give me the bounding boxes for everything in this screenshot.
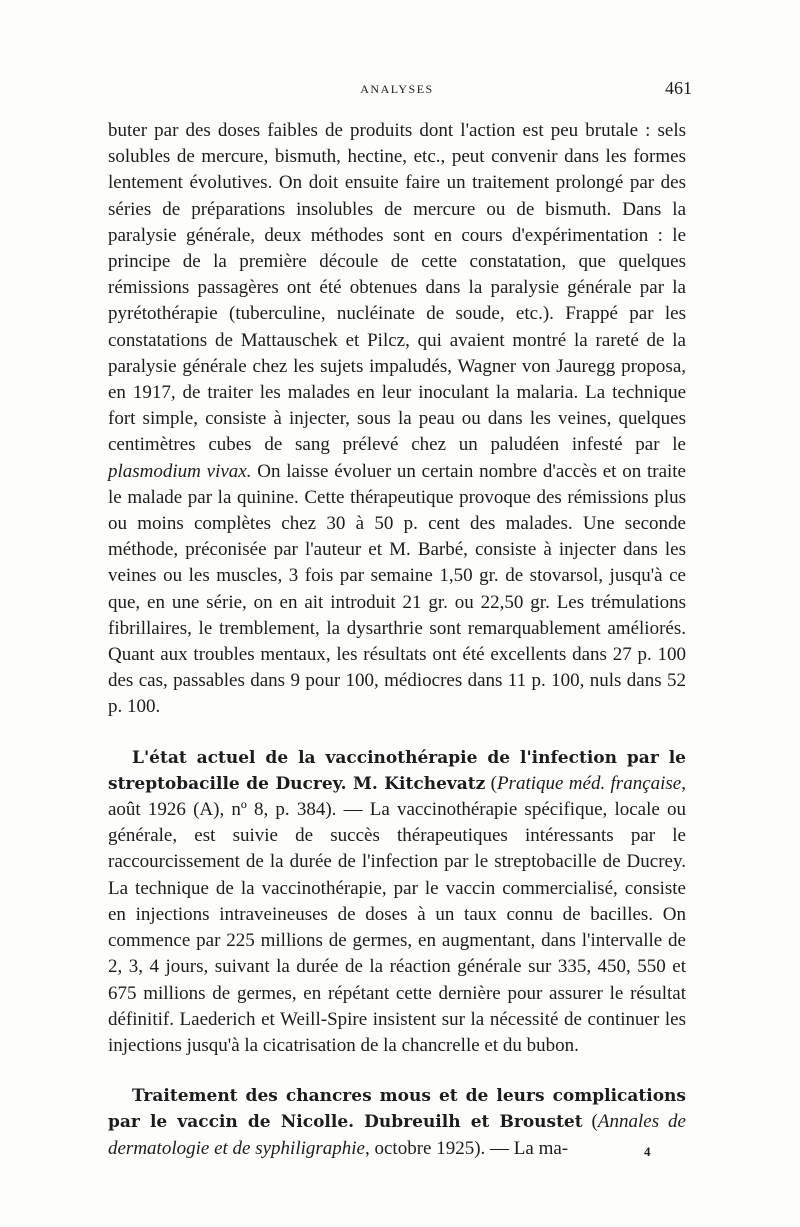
- italic-term: plasmodium vivax.: [108, 460, 252, 482]
- paragraph-continuation: [108, 118, 686, 721]
- signature-mark: 4: [644, 1144, 651, 1159]
- page-header: [108, 78, 692, 102]
- ref-open: (: [485, 772, 497, 794]
- article-title: L'état actuel de la vaccinothérapie de l'infection par le streptobacille de Ducrey. M. Kitchevatz: [108, 747, 686, 794]
- paragraph-text-cont: On laisse évoluer un certain nombre d'accès et on traite le malade par la quinine. Cette thérapeutique provoque des rémissions plus ou moins complètes chez 30 à 50 p. cent des malades. Une seconde méthode, préconisée par l'auteur et M. Barbé, consiste à injecter dans les veines ou les muscles, 3 fois par semaine 1,50 gr. de stovarsol, jusqu'à ce que, en une série, on en ait introduit 21 gr. ou 22,50 gr. Les trémulations fibrillaires, le tremblement, la dysarthrie sont remarquablement améliorés. Quant aux troubles mentaux, les résultats ont été excellents dans 27 p. 100 des cas, passables dans 9 pour 100, médiocres dans 11 p. 100, nuls dans 52 p. 100.: [108, 460, 686, 718]
- journal-ref: , août 1926 (A), nº 8, p. 384).: [108, 772, 686, 821]
- article-title: Traitement des chancres mous et de leurs complications par le vaccin de Nicolle. Dubreuilh et Broustet: [108, 1086, 686, 1133]
- journal-name: Pratique méd. française: [496, 772, 682, 794]
- journal-name: Annales de dermatologie et de syphiligraphie: [108, 1111, 686, 1159]
- running-title: ANALYSES: [360, 82, 434, 96]
- article-body: — La vaccinothérapie spécifique, locale ou générale, est suivie de succès thérapeutiques intéressants par le raccourcissement de la durée de l'infection par le streptobacille de Ducrey. La technique de la vaccinothérapie, par le vaccin commercialisé, consiste en injections intraveineuses de doses à un taux connu de bacilles. On commence par 225 millions de germes, en augmentant, dans l'intervalle de 2, 3, 4 jours, suivant la durée de la réaction générale sur 335, 450, 550 et 675 millions de germes, en répétant cette dernière pour assurer le résultat définitif. Laederich et Weill-Spire insistent sur la nécessité de continuer les injections jusqu'à la cicatrisation de la chancrelle et du bubon.: [108, 799, 686, 1056]
- paragraph-text: buter par des doses faibles de produits dont l'action est peu brutale : sels solubles de mercure, bismuth, hectine, etc., peut convenir dans les formes lentement évolutives. On doit ensuite faire un traitement prolongé par des séries de préparations insolubles de mercure ou de bismuth. Dans la paralysie générale, deux méthodes sont en cours d'expérimentation : le principe de la première découle de cette constatation, que quelques rémissions passagères ont été obtenues dans la paralysie générale par la pyrétothérapie (tuberculine, nucléinate de soude, etc.). Frappé par les constatations de Mattauschek et Pilcz, qui avaient montré la rareté de la paralysie générale chez les sujets impaludés, Wagner von Jauregg proposa, en 1917, de traiter les malades en leur inoculant la malaria. La technique fort simple, consiste à injecter, sous la peau ou dans les veines, quelques centimètres cubes de sang prélevé chez un paludéen infesté par le: [108, 120, 686, 456]
- article-chancres: [108, 1083, 686, 1162]
- article-vaccinotherapie: [108, 745, 686, 1059]
- body-text: [108, 118, 686, 1162]
- ref-open: (: [582, 1111, 598, 1133]
- article-body: — La ma-: [485, 1137, 569, 1159]
- page-number: 461: [665, 78, 692, 98]
- journal-ref: , octobre 1925).: [364, 1137, 486, 1159]
